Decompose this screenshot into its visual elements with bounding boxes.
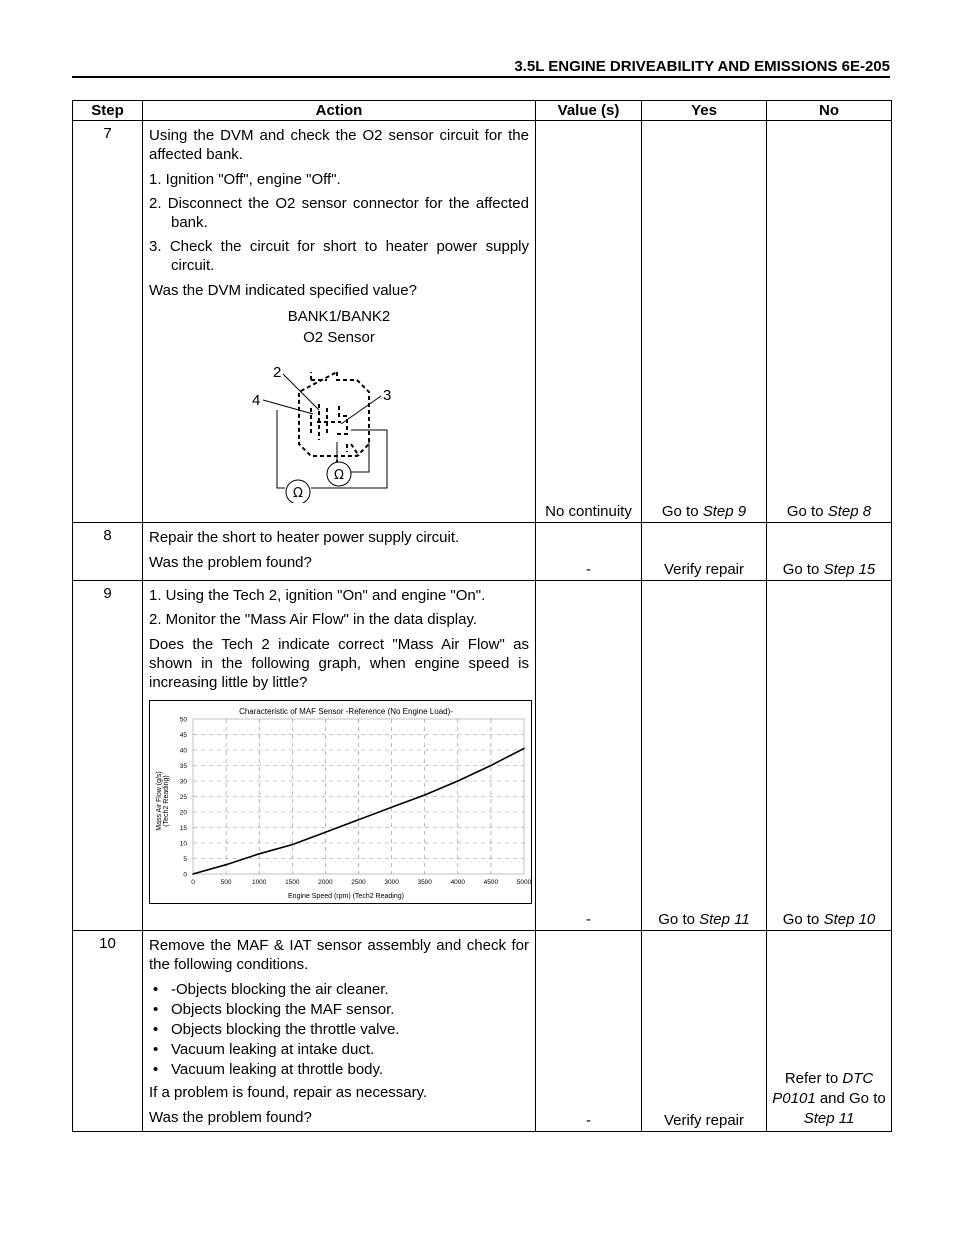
maf-chart-frame <box>149 700 532 904</box>
no-dtc-ref: DTC <box>842 1070 874 1087</box>
x-tick-label: 4500 <box>483 879 499 886</box>
step-number: 8 <box>73 523 143 581</box>
no-step-ref: Step 15 <box>823 561 876 578</box>
action-intro: Using the DVM and check the O2 sensor circuit for the affected bank. <box>149 127 529 163</box>
x-tick-label: 4000 <box>450 879 466 886</box>
table-header-row <box>73 101 892 121</box>
wire-left <box>277 410 285 488</box>
yes-cell: Verify repair <box>642 931 767 1132</box>
step-number: 9 <box>73 581 143 931</box>
data-point <box>391 807 393 809</box>
list-item: 2. Monitor the "Mass Air Flow" in the data display. <box>149 611 478 628</box>
diagnostic-table <box>72 100 892 1132</box>
list-item: 1. Using the Tech 2, ignition "On" and engine "On". <box>149 587 486 604</box>
col-header-step: Step <box>73 101 143 121</box>
chart-grid <box>193 719 524 874</box>
action-cell <box>143 581 536 931</box>
chart-y-axis-label: Mass Air Flow (g/s) <box>156 771 163 831</box>
leader-line-4 <box>263 400 313 414</box>
action-question: Was the DVM indicated specified value? <box>149 282 417 299</box>
x-tick-label: 500 <box>220 879 232 886</box>
pin-label-3: 3 <box>383 387 392 404</box>
maf-chart <box>150 701 531 903</box>
yes-step-ref: Step 11 <box>699 911 750 928</box>
data-point <box>258 853 260 855</box>
pin-label-4: 4 <box>252 392 261 409</box>
connector-icon <box>299 372 369 472</box>
no-cell <box>767 931 892 1132</box>
x-tick-label: 5000 <box>516 879 531 886</box>
chart-ticks <box>180 717 531 887</box>
y-tick-label: 15 <box>179 825 187 832</box>
data-point <box>192 873 194 875</box>
data-point <box>292 844 294 846</box>
leader-line-3 <box>341 396 381 424</box>
list-item: 1. Ignition "Off", engine "Off". <box>149 171 341 188</box>
table-row-step-9 <box>73 581 892 931</box>
action-line: If a problem is found, repair as necessary. <box>149 1084 428 1101</box>
step-number: 10 <box>73 931 143 1132</box>
yes-prefix: Go to <box>658 911 700 928</box>
wire-inner-right <box>351 440 369 472</box>
table-row-step-8 <box>73 523 892 581</box>
figure-title-sensor: O2 Sensor <box>303 329 375 346</box>
value-cell: - <box>536 581 642 931</box>
value-cell: - <box>536 523 642 581</box>
y-tick-label: 30 <box>179 778 187 786</box>
data-point <box>424 794 426 796</box>
action-list <box>149 170 529 275</box>
no-prefix: Go to <box>782 911 824 928</box>
page-header: 3.5L ENGINE DRIVEABILITY AND EMISSIONS 6E-205 <box>514 58 890 75</box>
value-cell: No continuity <box>536 121 642 523</box>
chart-y-axis-label-sub: (Tech2 Reading) <box>163 775 170 827</box>
chart-title: Characteristic of MAF Sensor -Reference (No Engine Load)- <box>239 707 453 716</box>
y-tick-label: 10 <box>179 840 187 848</box>
x-tick-label: 2500 <box>351 879 366 886</box>
action-question: Was the problem found? <box>149 1109 312 1126</box>
chart-x-axis-label: Engine Speed (rpm) (Tech2 Reading) <box>288 893 404 900</box>
list-item: • Objects blocking the throttle valve. <box>153 1021 400 1038</box>
action-cell <box>143 523 536 581</box>
figure-title-bank: BANK1/BANK2 <box>287 308 391 325</box>
no-step-ref: Step 10 <box>823 911 876 928</box>
o2-sensor-figure <box>149 306 529 508</box>
y-tick-label: 0 <box>183 871 187 879</box>
data-point <box>457 780 459 782</box>
list-item: • Vacuum leaking at throttle body. <box>153 1061 384 1078</box>
action-intro: Remove the MAF & IAT sensor assembly and check for the following conditions. <box>149 937 529 973</box>
no-prefix: Go to <box>782 561 824 578</box>
no-dtc-code: P0101 <box>772 1090 816 1107</box>
action-line: Repair the short to heater power supply circuit. <box>149 529 460 546</box>
action-question: Was the problem found? <box>149 554 312 571</box>
no-prefix: Refer to <box>784 1070 843 1087</box>
no-cell <box>767 523 892 581</box>
x-tick-label: 1500 <box>285 879 300 886</box>
ohm-symbol: Ω <box>334 468 344 483</box>
table-row-step-7 <box>73 121 892 523</box>
y-tick-label: 35 <box>179 763 187 770</box>
yes-cell <box>642 121 767 523</box>
ohm-symbol: Ω <box>293 486 303 501</box>
data-point <box>358 819 360 821</box>
col-header-action: Action <box>143 101 536 121</box>
list-item: 3. Check the circuit for short to heater power supply circuit. <box>149 238 529 274</box>
y-tick-label: 50 <box>179 716 187 724</box>
o2-connector-diagram <box>219 348 459 503</box>
x-tick-label: 1000 <box>251 879 267 886</box>
action-cell <box>143 121 536 523</box>
yes-cell: Verify repair <box>642 523 767 581</box>
x-tick-label: 2000 <box>318 879 333 886</box>
pin-label-2: 2 <box>273 364 282 381</box>
action-cell <box>143 931 536 1132</box>
x-tick-label: 3500 <box>417 879 432 886</box>
data-point <box>225 864 227 866</box>
no-cell <box>767 121 892 523</box>
no-step-ref: Step 8 <box>827 503 872 520</box>
col-header-value: Value (s) <box>536 101 642 121</box>
action-question: Does the Tech 2 indicate correct "Mass Air Flow" as shown in the following graph, when engine speed is increasing little by little? <box>149 636 529 691</box>
step-number: 7 <box>73 121 143 523</box>
y-tick-label: 5 <box>183 856 187 863</box>
x-tick-label: 3000 <box>384 879 399 886</box>
y-tick-label: 20 <box>179 809 187 817</box>
list-item: 2. Disconnect the O2 sensor connector for the affected bank. <box>149 195 529 231</box>
list-item: • Vacuum leaking at intake duct. <box>153 1041 375 1058</box>
list-item: • Objects blocking the MAF sensor. <box>153 1001 395 1018</box>
list-item: • -Objects blocking the air cleaner. <box>153 981 389 998</box>
no-step-ref: Step 11 <box>803 1110 855 1127</box>
col-header-no: No <box>767 101 892 121</box>
data-point <box>490 765 492 767</box>
yes-prefix: Go to <box>661 503 703 520</box>
header-rule <box>72 76 890 78</box>
value-cell: - <box>536 931 642 1132</box>
no-goto: and Go to <box>815 1090 886 1107</box>
condition-list <box>149 980 529 1079</box>
x-tick-label: 0 <box>191 879 195 886</box>
col-header-yes: Yes <box>642 101 767 121</box>
yes-cell <box>642 581 767 931</box>
data-point <box>523 748 525 750</box>
no-prefix: Go to <box>786 503 828 520</box>
y-tick-label: 40 <box>179 747 187 755</box>
yes-step-ref: Step 9 <box>702 503 747 520</box>
data-point <box>325 831 327 833</box>
no-cell <box>767 581 892 931</box>
table-row-step-10 <box>73 931 892 1132</box>
action-list <box>149 586 529 629</box>
y-tick-label: 45 <box>179 732 187 739</box>
y-tick-label: 25 <box>179 794 187 801</box>
